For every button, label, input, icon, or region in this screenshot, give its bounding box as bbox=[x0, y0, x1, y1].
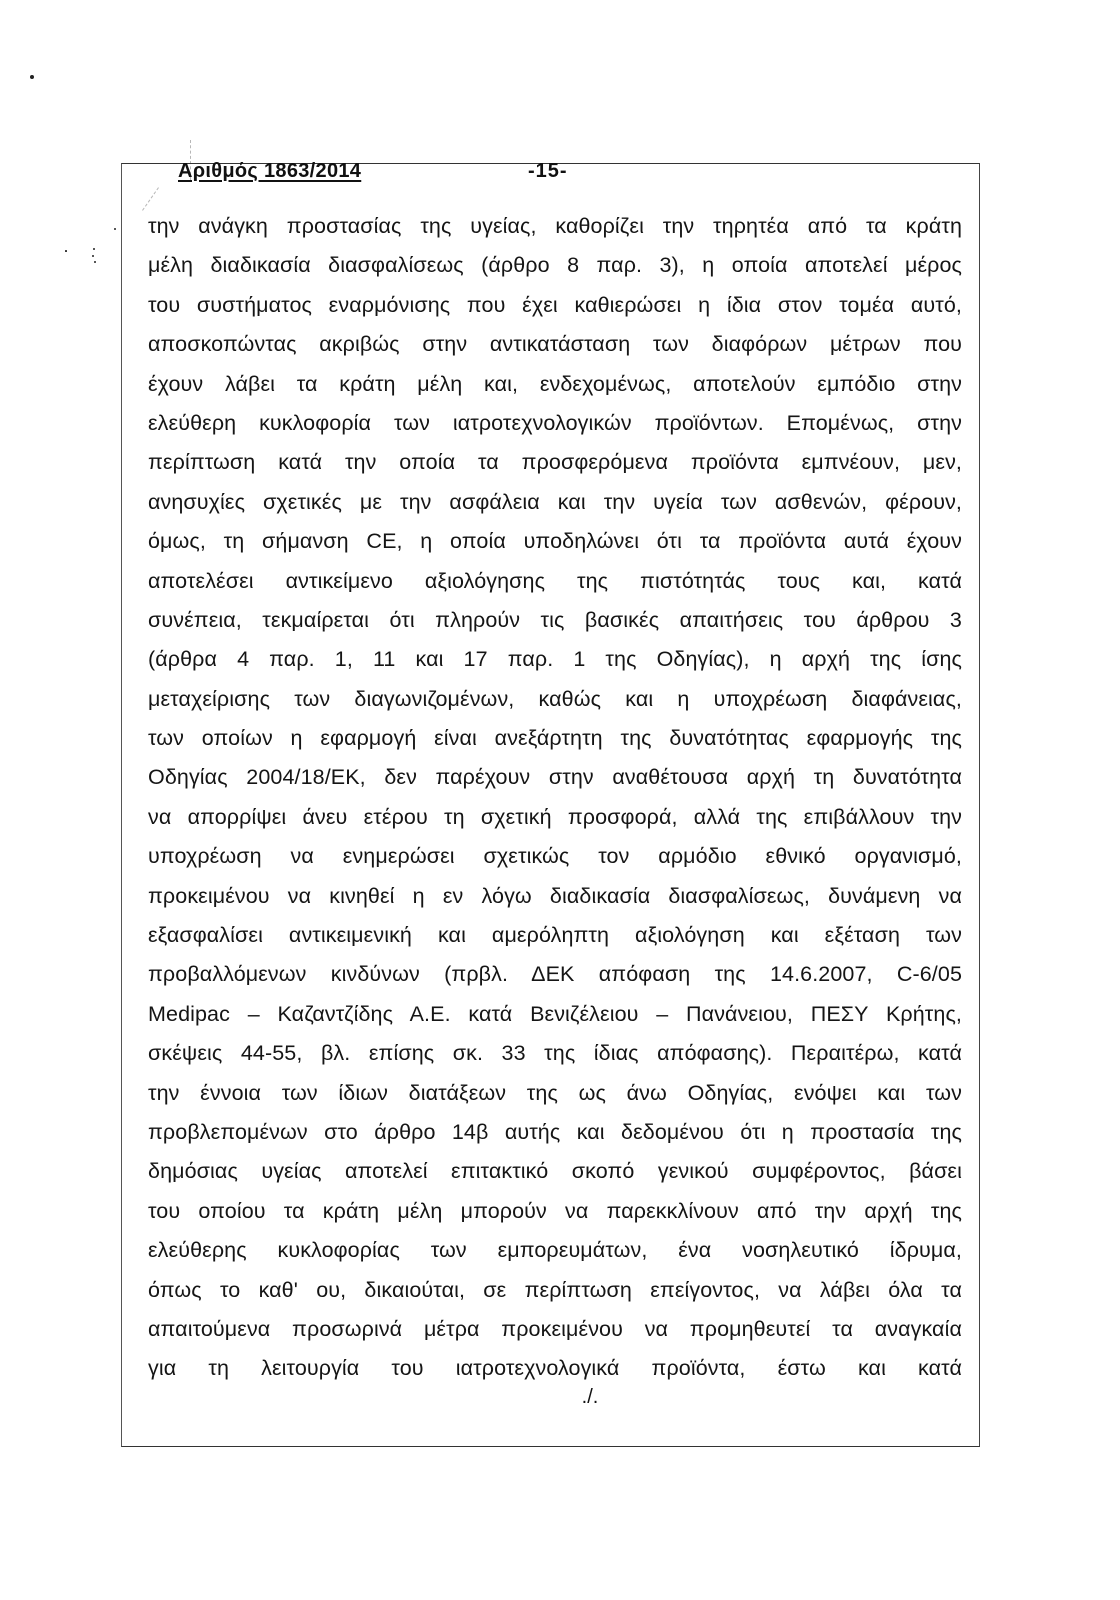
text-line: ελεύθερης κυκλοφορίας των εμπορευμάτων, ένα νοσηλευτικό ίδρυμα, bbox=[148, 1238, 962, 1263]
case-number: Αριθμός 1863/2014 bbox=[178, 160, 362, 182]
text-line: Medipac – Καζαντζίδης Α.Ε. κατά Βενιζέλειου – Πανάνειου, ΠΕΣΥ Κρήτης, bbox=[148, 1001, 962, 1026]
scan-speck bbox=[93, 248, 95, 250]
text-line: μέλη διαδικασία διασφαλίσεως (άρθρο 8 παρ. 3), η οποία αποτελεί μέρος bbox=[148, 253, 962, 278]
document-body bbox=[148, 207, 962, 1389]
text-line: περίπτωση κατά την οποία τα προσφερόμενα προϊόντα εμπνέουν, μεν, bbox=[148, 450, 962, 475]
text-line: σκέψεις 44-55, βλ. επίσης σκ. 33 της ίδιας απόφασης). Περαιτέρω, κατά bbox=[148, 1041, 962, 1066]
text-line: προβλεπομένων στο άρθρο 14β αυτής και δεδομένου ότι η προστασία της bbox=[148, 1119, 962, 1144]
text-line: ανησυχίες σχετικές με την ασφάλεια και την υγεία των ασθενών, φέρουν, bbox=[148, 489, 962, 514]
text-line: για τη λειτουργία του ιατροτεχνολογικά προϊόντα, έστω και κατά bbox=[148, 1356, 962, 1381]
scan-speck bbox=[92, 255, 94, 257]
text-line: του συστήματος εναρμόνισης που έχει καθιερώσει η ίδια στον τομέα αυτό, bbox=[148, 292, 962, 317]
text-line: έχουν λάβει τα κράτη μέλη και, ενδεχομένως, αποτελούν εμπόδιο στην bbox=[148, 371, 962, 396]
text-line: όμως, τη σήμανση CE, η οποία υποδηλώνει ότι τα προϊόντα αυτά έχουν bbox=[148, 529, 962, 554]
text-line: αποτελέσει αντικείμενο αξιολόγησης της πιστότητάς τους και, κατά bbox=[148, 568, 962, 593]
text-line: προβαλλόμενων κινδύνων (πρβλ. ΔΕΚ απόφαση της 14.6.2007, C-6/05 bbox=[148, 962, 962, 987]
text-line: συνέπεια, τεκμαίρεται ότι πληρούν τις βασικές απαιτήσεις του άρθρου 3 bbox=[148, 607, 962, 632]
text-line: Οδηγίας 2004/18/ΕΚ, δεν παρέχουν στην αναθέτουσα αρχή τη δυνατότητα bbox=[148, 765, 962, 790]
text-line: μεταχείρισης των διαγωνιζομένων, καθώς και η υποχρέωση διαφάνειας, bbox=[148, 686, 962, 711]
text-line: (άρθρα 4 παρ. 1, 11 και 17 παρ. 1 της Οδηγίας), η αρχή της ίσης bbox=[148, 647, 962, 672]
text-line: την ανάγκη προστασίας της υγείας, καθορίζει την τηρητέα από τα κράτη bbox=[148, 214, 962, 238]
text-line: υποχρέωση να ενημερώσει σχετικώς τον αρμόδιο εθνικό οργανισμό, bbox=[148, 844, 962, 869]
text-line: προκειμένου να κινηθεί η εν λόγω διαδικασία διασφαλίσεως, δυνάμενη να bbox=[148, 883, 962, 908]
scan-speck bbox=[114, 228, 116, 230]
text-line: του οποίου τα κράτη μέλη μπορούν να παρεκκλίνουν από την αρχή της bbox=[148, 1198, 962, 1223]
text-line: των οποίων η εφαρμογή είναι ανεξάρτητη της δυνατότητας εφαρμογής της bbox=[148, 726, 962, 751]
text-line: δημόσιας υγείας αποτελεί επιτακτικό σκοπό γενικού συμφέροντος, βάσει bbox=[148, 1159, 962, 1184]
text-line: όπως το καθ' ου, δικαιούται, σε περίπτωση επείγοντος, να λάβει όλα τα bbox=[148, 1277, 962, 1302]
continuation-marker: ./. bbox=[581, 1386, 599, 1408]
text-line: να απορρίψει άνευ ετέρου τη σχετική προσφορά, αλλά της επιβάλλουν την bbox=[148, 804, 962, 829]
scan-speck bbox=[65, 250, 67, 252]
text-line: αποσκοπώντας ακριβώς στην αντικατάσταση των διαφόρων μέτρων που bbox=[148, 332, 962, 357]
text-line: εξασφαλίσει αντικειμενική και αμερόληπτη αξιολόγηση και εξέταση των bbox=[148, 923, 962, 948]
scan-speck bbox=[94, 261, 96, 263]
scan-speck bbox=[30, 75, 34, 79]
page-number: -15- bbox=[528, 160, 568, 182]
text-line: απαιτούμενα προσωρινά μέτρα προκειμένου να προμηθευτεί τα αναγκαία bbox=[148, 1316, 962, 1341]
text-line: ελεύθερη κυκλοφορία των ιατροτεχνολογικών προϊόντων. Επομένως, στην bbox=[148, 410, 962, 435]
text-line: την έννοια των ίδιων διατάξεων της ως άνω Οδηγίας, ενόψει και των bbox=[148, 1080, 962, 1105]
